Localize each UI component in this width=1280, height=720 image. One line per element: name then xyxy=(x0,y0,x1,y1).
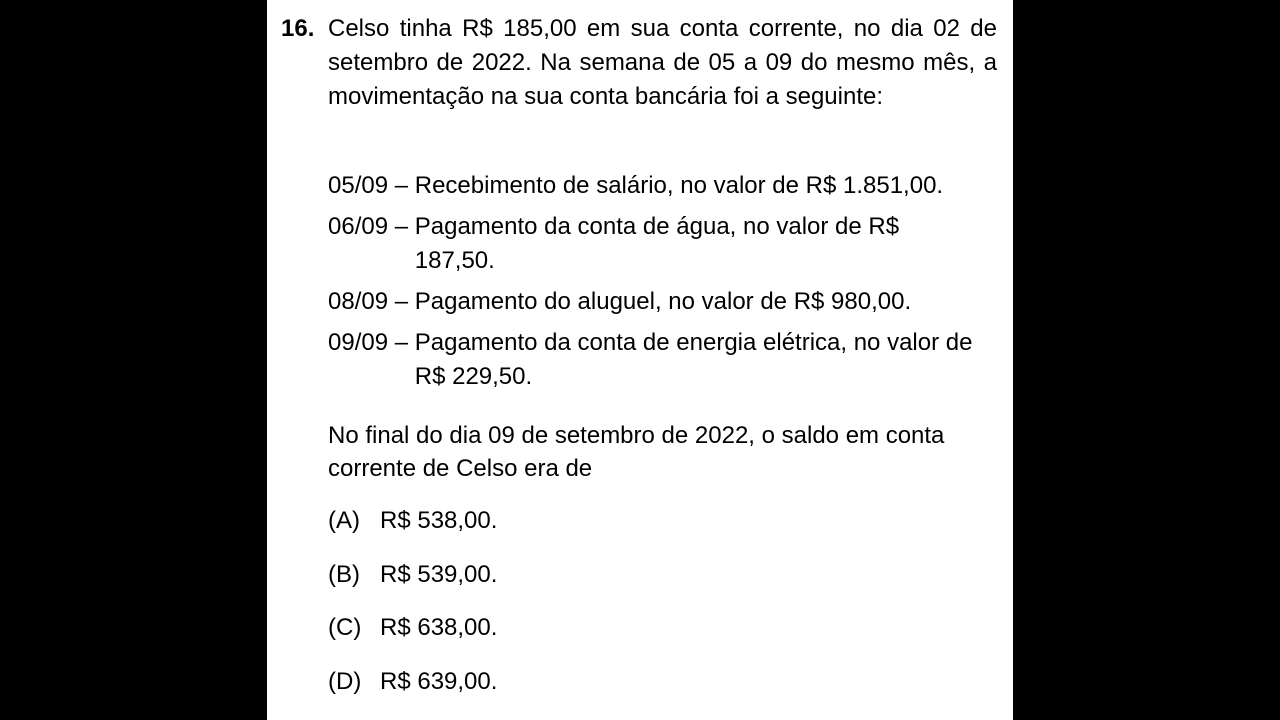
answer-option-c[interactable] xyxy=(328,611,497,665)
movement-description: Recebimento de salário, no valor de R$ 1.851,00. xyxy=(414,172,944,199)
option-letter: (A) xyxy=(328,507,360,534)
option-text: R$ 638,00. xyxy=(380,614,498,641)
movement-date: 08/09 – xyxy=(328,288,415,315)
option-text: R$ 639,00. xyxy=(380,667,498,695)
option-text: R$ 538,00. xyxy=(380,507,498,534)
movement-date: 06/09 – xyxy=(328,213,415,240)
option-letter: (D) xyxy=(328,667,362,695)
movement-date: 09/09 – xyxy=(328,329,415,356)
option-text: R$ 539,00. xyxy=(380,560,498,588)
question-prompt: No final do dia 09 de setembro de 2022, o saldo em conta corrente de Celso era de xyxy=(328,422,945,482)
question-stem: Celso tinha R$ 185,00 em sua conta corrente, no dia 02 de setembro de 2022. Na semana de 05 a 09 do mesmo mês, a movimentação na sua conta bancária foi a seguinte: xyxy=(328,15,997,110)
answer-option-d[interactable] xyxy=(328,665,497,719)
option-letter: (C) xyxy=(328,614,362,641)
movement-date: 05/09 – xyxy=(328,172,415,199)
movement-description: Pagamento da conta de água, no valor de R$ 187,50. xyxy=(414,213,900,274)
option-letter: (B) xyxy=(328,560,360,588)
answer-option-b[interactable] xyxy=(328,558,497,612)
movement-item xyxy=(328,169,1008,203)
movement-item xyxy=(328,285,1008,319)
movement-item xyxy=(328,210,1008,278)
exam-page xyxy=(267,0,1013,720)
answer-options xyxy=(328,504,497,718)
question-number: 16. xyxy=(281,15,315,42)
movement-item xyxy=(328,326,1008,394)
movement-description: Pagamento do aluguel, no valor de R$ 980,00. xyxy=(414,288,912,315)
answer-option-a[interactable] xyxy=(328,504,497,558)
account-movements-list xyxy=(328,169,1008,401)
movement-description: Pagamento da conta de energia elétrica, no valor de R$ 229,50. xyxy=(414,329,973,390)
